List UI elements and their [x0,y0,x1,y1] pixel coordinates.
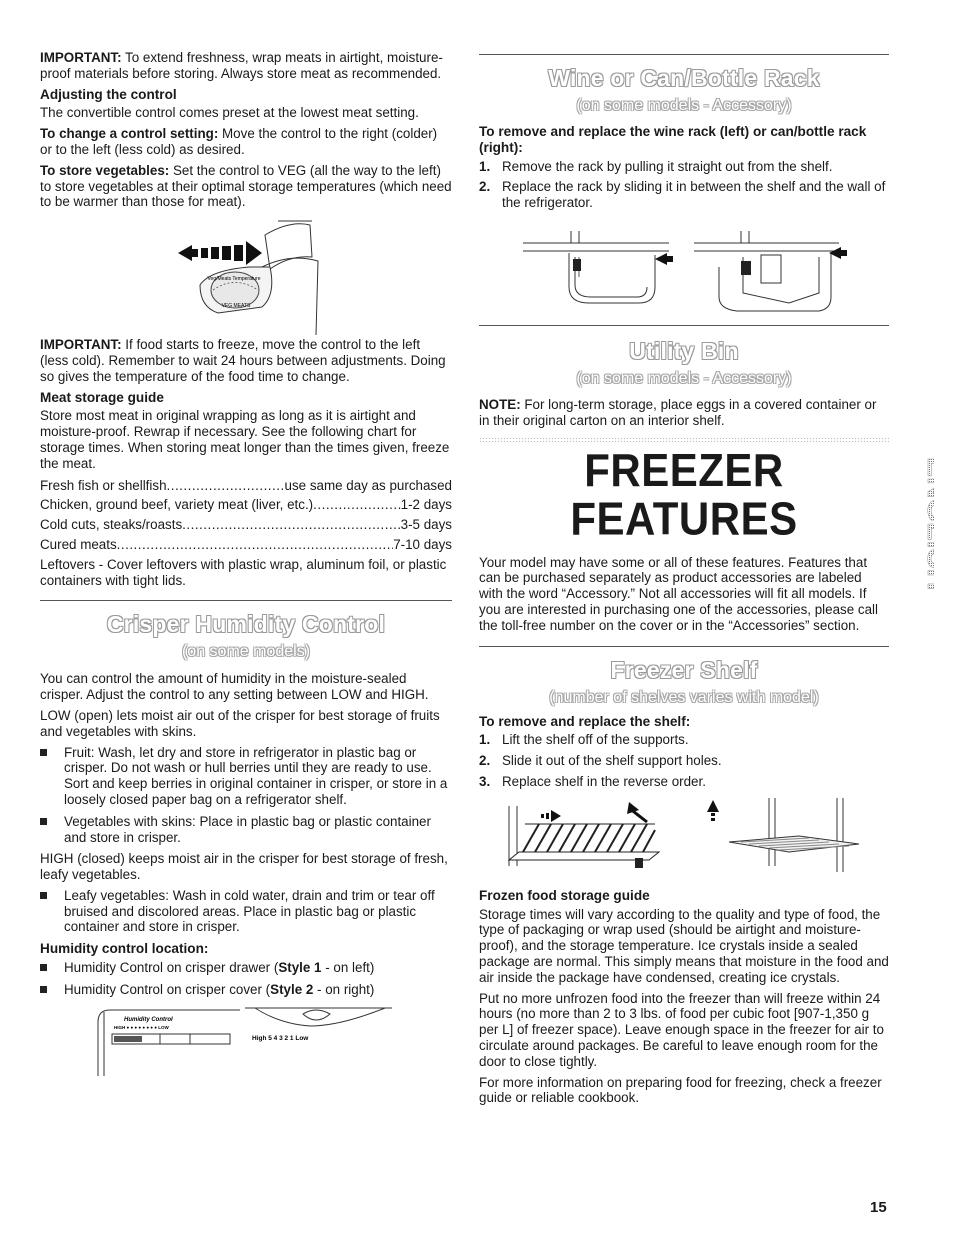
section-divider [479,325,889,326]
meat-row: Fresh fish or shellfish ..... use same day as purchased [40,478,452,494]
crisper-humidity-title: Crisper Humidity Control [106,611,386,638]
freezer-shelf-illustration [479,796,889,884]
wine-rack-subtitle: (on some models - Accessory) [576,97,792,114]
leftovers-text: Leftovers - Cover leftovers with plastic wrap, aluminum foil, or plastic containers with tight lids. [40,556,447,588]
note-text: NOTE: For long-term storage, place eggs in a covered container or in their original carton on an interior shelf. [479,396,877,428]
section-divider [479,646,889,647]
adjusting-control-text: The convertible control comes preset at the lowest meat setting. [40,105,419,121]
svg-text:High 5 4 3 2 1 Low: High 5 4 3 2 1 Low [252,1034,309,1042]
list-item: Vegetables with skins: Place in plastic bag or plastic container and store in crisper. [40,814,452,846]
low-setting-text: LOW (open) lets moist air out of the crisper for best storage of fruits and vegetables with skins. [40,707,440,739]
freezer-shelf-subtitle: (number of shelves varies with model) [549,688,819,706]
language-side-tab [904,455,934,625]
right-column [479,50,889,1111]
section-divider [40,600,452,601]
important-note-1: IMPORTANT: To extend freshness, wrap meats in airtight, moisture-proof materials before storing. Always store meat as recommended. [40,50,443,81]
frozen-food-text-1: Storage times will vary according to the quality and type of food, the type of packaging or wrap used (should be airtight and moisture-proof), and the storage temperature. Ice crystals inside a sealed package are normal. This simply means that moisture in the food and air inside the package have condensed, creating ice crystals. [479,906,889,985]
wine-can-rack-illustration [479,217,889,319]
meat-storage-heading: Meat storage guide [40,389,164,405]
list-item: 2. Replace the rack by sliding it in between the shelf and the wall of the refrigerator. [479,179,886,211]
left-column [40,50,452,1084]
meat-storage-text: Store most meat in original wrapping as long as it is airtight and moisture-proof. Rewrap if necessary. See the following chart for storage times. When storing meat longer than the times given, freeze the meat. [40,408,450,471]
section-divider [479,54,889,55]
humidity-control-illustration [40,1004,452,1084]
list-item: Humidity Control on crisper drawer (Style 1 - on left) [40,960,452,976]
adjusting-control-heading: Adjusting the control [40,86,177,102]
list-item: Leafy vegetables: Wash in cold water, drain and trim or tear off bruised and discolored areas. Place in plastic bag or plastic container and store in crisper. [40,888,452,935]
freezer-features-title: FREEZER FEATURES [570,443,798,545]
humidity-location-list [40,960,452,998]
svg-text:Humidity Control: Humidity Control [124,1016,173,1023]
important-note-2: IMPORTANT: If food starts to freeze, move the control to the left (less cold). Remember to wait 24 hours between adjustments. Doing so gives the temperature of the food time to change. [40,337,446,384]
list-item: 1. Remove the rack by pulling it straight out from the shelf. [479,158,833,174]
high-setting-text: HIGH (closed) keeps moist air in the crisper for best storage of fresh, leafy vegetables. [40,851,448,883]
store-vegetables-text: To store vegetables: Set the control to VEG (all the way to the left) to store vegetables at their optimal storage temperatures (which need to be warmer than those for meat). [40,162,452,210]
wine-rack-instructions: To remove and replace the wine rack (left) or can/bottle rack (right): [479,124,867,155]
humidity-location-heading: Humidity control location: [40,941,209,957]
list-item: 2. Slide it out of the shelf support holes. [479,753,722,769]
list-item: Humidity Control on crisper cover (Style 2 - on right) [40,982,452,998]
crisper-humidity-subtitle: (on some models) [181,643,311,661]
low-bullet-list [40,745,452,846]
meat-row: Chicken, ground beef, variety meat (liver, etc.) ..... 1-2 days [40,497,452,513]
list-item: 3. Replace shelf in the reverse order. [479,773,706,789]
utility-bin-subtitle: (on some models - Accessory) [576,369,792,387]
freezer-shelf-title: Freezer Shelf [610,656,758,683]
list-item: Fruit: Wash, let dry and store in refrigerator in plastic bag or crisper. Do not wash or hull berries until they are ready to use. Sort and keep berries in original container in crisper, or store in a loosely closed paper bag on a refrigerator shelf. [40,745,452,808]
wine-rack-title: Wine or Can/Bottle Rack [548,65,820,91]
dotted-band [479,437,889,443]
svg-text:HIGH ● ● ● ● ● ● ● ● LOW: HIGH ● ● ● ● ● ● ● ● LOW [114,1024,169,1030]
freezer-intro: Your model may have some or all of these features. Features that can be purchased separately as product accessories are labeled with the word “Accessory.” Not all accessories will fit all models. If you are interested in purchasing one of the accessories, please call the toll-free number on the cover or in the “Accessories” section. [479,554,878,633]
svg-text:VEG MEATS: VEG MEATS [221,303,251,310]
frozen-food-heading: Frozen food storage guide [479,887,650,903]
svg-text:ENGLISH: ENGLISH [921,457,934,591]
meat-row: Cold cuts, steaks/roasts ..... 3-5 days [40,517,452,533]
high-bullet-list [40,888,452,935]
shelf-steps [479,732,889,789]
meat-row: Cured meats ..... 7-10 days [40,537,452,553]
svg-text:Veg/Meats Temperature: Veg/Meats Temperature [207,276,261,283]
wine-rack-steps [479,159,889,211]
frozen-food-text-2: Put no more unfrozen food into the freezer than will freeze within 24 hours (no more than 2 to 3 lbs. of food per cubic foot [907-1,350 g per L] of freezer space). Leave enough space in the freezer for air to circulate around packages. Be careful to leave enough room for the door to close tightly. [479,990,884,1069]
utility-bin-title: Utility Bin [629,337,739,364]
change-setting-text: To change a control setting: Move the control to the right (colder) or to the left (less cold) as desired. [40,126,438,157]
meat-control-illustration [40,215,452,337]
crisper-intro: You can control the amount of humidity in the moisture-sealed crisper. Adjust the control to any setting between LOW and HIGH. [40,671,429,703]
shelf-instructions: To remove and replace the shelf: [479,713,691,729]
page-number: 15 [870,1199,887,1216]
list-item: 1. Lift the shelf off of the supports. [479,732,689,748]
frozen-food-text-3: For more information on preparing food for freezing, check a freezer guide or reliable cookbook. [479,1074,882,1106]
meat-storage-table [40,478,452,553]
